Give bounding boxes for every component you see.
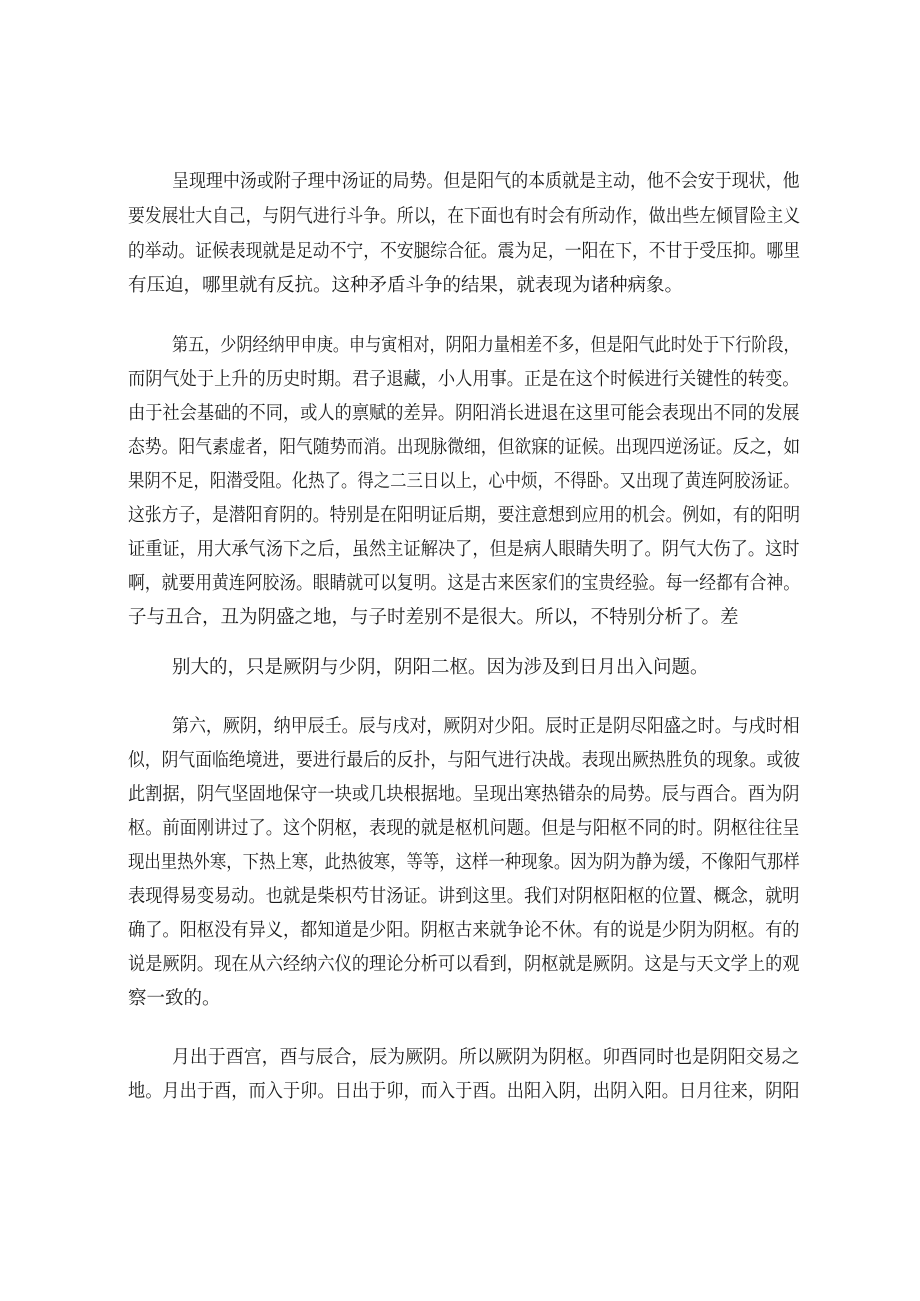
- text-line: 表现得易变易动。也就是柴枳芍甘汤证。讲到这里。我们对阴枢阳枢的位置、概念，就明: [128, 886, 800, 907]
- text-line: 要发展壮大自己，与阴气进行斗争。所以，在下面也有时会有所动作，做出些左倾冒险主义: [128, 206, 801, 227]
- text-line: 而阴气处于上升的历史时期。君子退藏，小人用事。正是在这个时候进行关键性的转变。: [128, 369, 800, 390]
- text-line: 察一致的。: [128, 988, 221, 1009]
- text-line: 的举动。证候表现就是足动不宁，不安腿综合征。震为足，一阳在下，不甘于受压抑。哪里: [128, 241, 801, 262]
- text-line: 证重证，用大承气汤下之后，虽然主证解决了，但是病人眼睛失明了。阴气大伤了。这时: [128, 539, 800, 560]
- text-line: 此割据，阴气坚固地保守一块或几块根据地。呈现出寒热错杂的局势。辰与酉合。酉为阴: [128, 784, 800, 805]
- text-line: 果阴不足，阳潜受阻。化热了。得之二三日以上，心中烦，不得卧。又出现了黄连阿胶汤证。: [128, 471, 800, 492]
- text-line: 枢。前面刚讲过了。这个阴枢，表现的就是枢机问题。但是与阳枢不同的时。阴枢往往呈: [128, 818, 800, 839]
- text-line: 态势。阳气素虚者，阳气随势而消。出现脉微细，但欲寐的证候。出现四逆汤证。反之，如: [128, 437, 801, 458]
- text-line: 别大的，只是厥阴与少阴，阴阳二枢。因为涉及到日月出入问题。: [172, 657, 709, 678]
- text-line: 这张方子，是潜阳育阴的。特别是在阳明证后期，要注意想到应用的机会。例如，有的阳明: [128, 505, 801, 526]
- text-line: 第六，厥阴，纳甲辰壬。辰与戌对，厥阴对少阳。辰时正是阴尽阳盛之时。与戌时相: [172, 716, 800, 737]
- text-line: 月出于酉宫，酉与辰合，辰为厥阴。所以厥阴为阴枢。卯酉同时也是阴阳交易之: [172, 1047, 800, 1068]
- text-line: 有压迫，哪里就有反抗。这种矛盾斗争的结果，就表现为诸种病象。: [128, 275, 684, 296]
- text-line: 确了。阳枢没有异义，都知道是少阳。阴枢古来就争论不休。有的说是少阴为阴枢。有的: [128, 920, 800, 941]
- text-line: 现出里热外寒，下热上寒，此热彼寒，等等，这样一种现象。因为阴为静为缓，不像阳气那样: [128, 852, 800, 873]
- text-line: 说是厥阴。现在从六经纳六仪的理论分析可以看到，阴枢就是厥阴。这是与天文学上的观: [128, 954, 800, 975]
- text-line: 地。月出于酉，而入于卯。日出于卯，而入于酉。出阳入阴，出阴入阳。日月往来，阴阳: [128, 1081, 800, 1102]
- text-line: 子与丑合，丑为阴盛之地，与子时差别不是很大。所以，不特别分析了。差: [128, 607, 739, 628]
- text-line: 第五，少阴经纳甲申庚。申与寅相对，阴阳力量相差不多，但是阳气此时处于下行阶段，: [172, 335, 800, 356]
- text-line: 啊，就要用黄连阿胶汤。眼睛就可以复明。这是古来医家们的宝贵经验。每一经都有合神。: [128, 573, 801, 594]
- text-line: 似，阴气面临绝境进，要进行最后的反扑，与阳气进行决战。表现出厥热胜负的现象。或彼: [128, 750, 801, 771]
- text-line: 由于社会基础的不同，或人的禀赋的差异。阴阳消长进退在这里可能会表现出不同的发展: [128, 403, 800, 424]
- text-line: 呈现理中汤或附子理中汤证的局势。但是阳气的本质就是主动，他不会安于现状，他: [172, 171, 800, 192]
